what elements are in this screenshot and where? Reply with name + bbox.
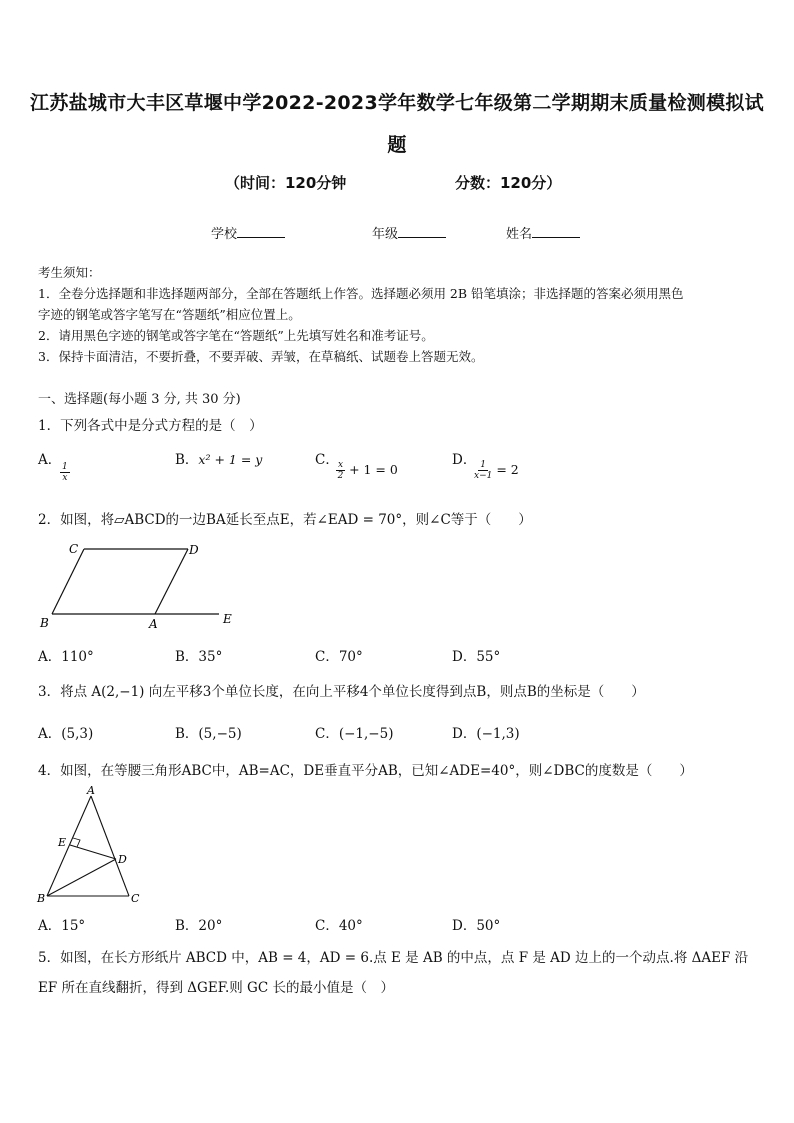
notice-block — [38, 262, 684, 367]
q2-stem: 2．如图，将▱ABCD的一边BA延长至点E，若∠EAD = 70°，则∠C等于（ ） — [38, 512, 532, 528]
q4-stem: 4．如图，在等腰三角形ABC中，AB=AC，DE垂直平分AB，已知∠ADE=40°，则∠DBC的度数是（ ） — [38, 763, 693, 779]
school-label: 学校 — [211, 227, 238, 242]
q1-d-rest: = 2 — [496, 462, 519, 477]
q1-c-den: 2 — [337, 471, 344, 481]
q4-segment-bd — [47, 859, 116, 896]
q3-option-c[interactable]: C．(−1,−5) — [315, 726, 394, 742]
q3-stem: 3．将点 A(2,−1) 向左平移3个单位长度，在向上平移4个单位长度得到点B，则点B的坐标是（ ） — [38, 684, 645, 700]
exam-title-line1: 江苏盐城市大丰区草堰中学2022-2023学年数学七年级第二学期期末质量检测模拟试 — [30, 92, 764, 114]
exam-title-line2: 题 — [387, 134, 407, 156]
q3-option-b[interactable]: B．(5,−5) — [175, 726, 242, 742]
q1-d-num: 1 — [480, 460, 487, 470]
q1-d-den: x−1 — [474, 471, 493, 481]
name-label: 姓名 — [506, 227, 533, 242]
q2-option-b[interactable]: B．35° — [175, 649, 223, 665]
q2-label-a: A — [149, 617, 158, 631]
grade-blank[interactable] — [398, 225, 446, 238]
q3-option-d[interactable]: D．(−1,3) — [452, 726, 520, 742]
q1-d-label: D． — [452, 452, 477, 468]
school-blank[interactable] — [237, 225, 285, 238]
grade-label: 年级 — [372, 227, 399, 242]
q4-side-ab — [47, 796, 91, 896]
q1-b-label: B． — [175, 452, 199, 468]
q1-a-fraction — [60, 462, 70, 483]
q4-label-d: D — [118, 853, 127, 866]
q1-c-rest: + 1 = 0 — [349, 462, 398, 477]
q4-label-a: A — [87, 784, 95, 797]
q2-label-d: D — [189, 543, 199, 557]
q1-c-num: x — [338, 460, 344, 470]
q2-label-e: E — [223, 612, 232, 626]
q4-option-c[interactable]: C．40° — [315, 918, 363, 934]
q5-line2: EF 所在直线翻折，得到 ΔGEF.则 GC 长的最小值是（ ） — [38, 980, 394, 996]
exam-score: 分数：120分） — [455, 174, 562, 192]
q1-option-d[interactable] — [452, 448, 476, 468]
q1-a-den: x — [62, 473, 68, 483]
q4-triangle-figure — [36, 784, 151, 909]
name-field — [506, 223, 580, 242]
q4-side-ac — [91, 796, 129, 896]
q4-label-c: C — [131, 892, 140, 905]
q2-option-d[interactable]: D．55° — [452, 649, 501, 665]
exam-time: （时间：120分钟 — [225, 174, 347, 192]
q2-label-b: B — [40, 616, 49, 630]
q4-option-b[interactable]: B．20° — [175, 918, 223, 934]
notice-item-3: 3．保持卡面清洁，不要折叠，不要弄破、弄皱，在草稿纸、试题卷上答题无效。 — [38, 349, 484, 364]
q2-side-da — [155, 549, 188, 614]
q4-option-d[interactable]: D．50° — [452, 918, 501, 934]
notice-item-1a: 1．全卷分选择题和非选择题两部分，全部在答题纸上作答。选择题必须用 2B 铅笔填涂；非选择题的答案必须用黑色 — [38, 286, 684, 301]
q3-option-a[interactable]: A．(5,3) — [38, 726, 94, 742]
q1-c-label: C． — [315, 452, 339, 468]
notice-item-2: 2．请用黑色字迹的钢笔或答字笔在“答题纸”上先填写姓名和准考证号。 — [38, 328, 434, 343]
q1-b-expr: x² + 1 = y — [198, 452, 263, 467]
school-field — [211, 223, 285, 242]
q1-stem: 1．下列各式中是分式方程的是（ ） — [38, 418, 263, 434]
q1-option-b[interactable] — [175, 448, 262, 468]
q4-label-e: E — [58, 836, 67, 849]
section-heading: 一、选择题(每小题 3 分, 共 30 分) — [38, 392, 241, 407]
q2-option-a[interactable]: A．110° — [38, 649, 94, 665]
q4-segment-de — [70, 845, 116, 859]
q1-d-expr — [474, 460, 519, 481]
q4-right-angle-mark — [73, 838, 80, 847]
q4-label-b: B — [37, 892, 46, 905]
q2-label-c: C — [69, 542, 79, 556]
q2-side-bc — [52, 549, 84, 614]
q2-option-c[interactable]: C．70° — [315, 649, 363, 665]
name-blank[interactable] — [532, 225, 580, 238]
q1-c-expr — [336, 460, 398, 481]
grade-field — [372, 223, 446, 242]
notice-item-1b: 字迹的钢笔或答字笔写在“答题纸”相应位置上。 — [38, 307, 301, 322]
q1-a-label: A． — [38, 452, 62, 468]
q4-option-a[interactable]: A．15° — [38, 918, 86, 934]
q1-a-num: 1 — [62, 462, 68, 472]
q5-line1: 5．如图，在长方形纸片 ABCD 中，AB = 4，AD = 6.点 E 是 AB 的中点，点 F 是 AD 边上的一个动点.将 ΔAEF 沿 — [38, 950, 749, 966]
q1-option-a[interactable] — [38, 448, 61, 468]
q2-parallelogram-figure — [36, 538, 246, 633]
notice-heading: 考生须知： — [38, 265, 101, 280]
